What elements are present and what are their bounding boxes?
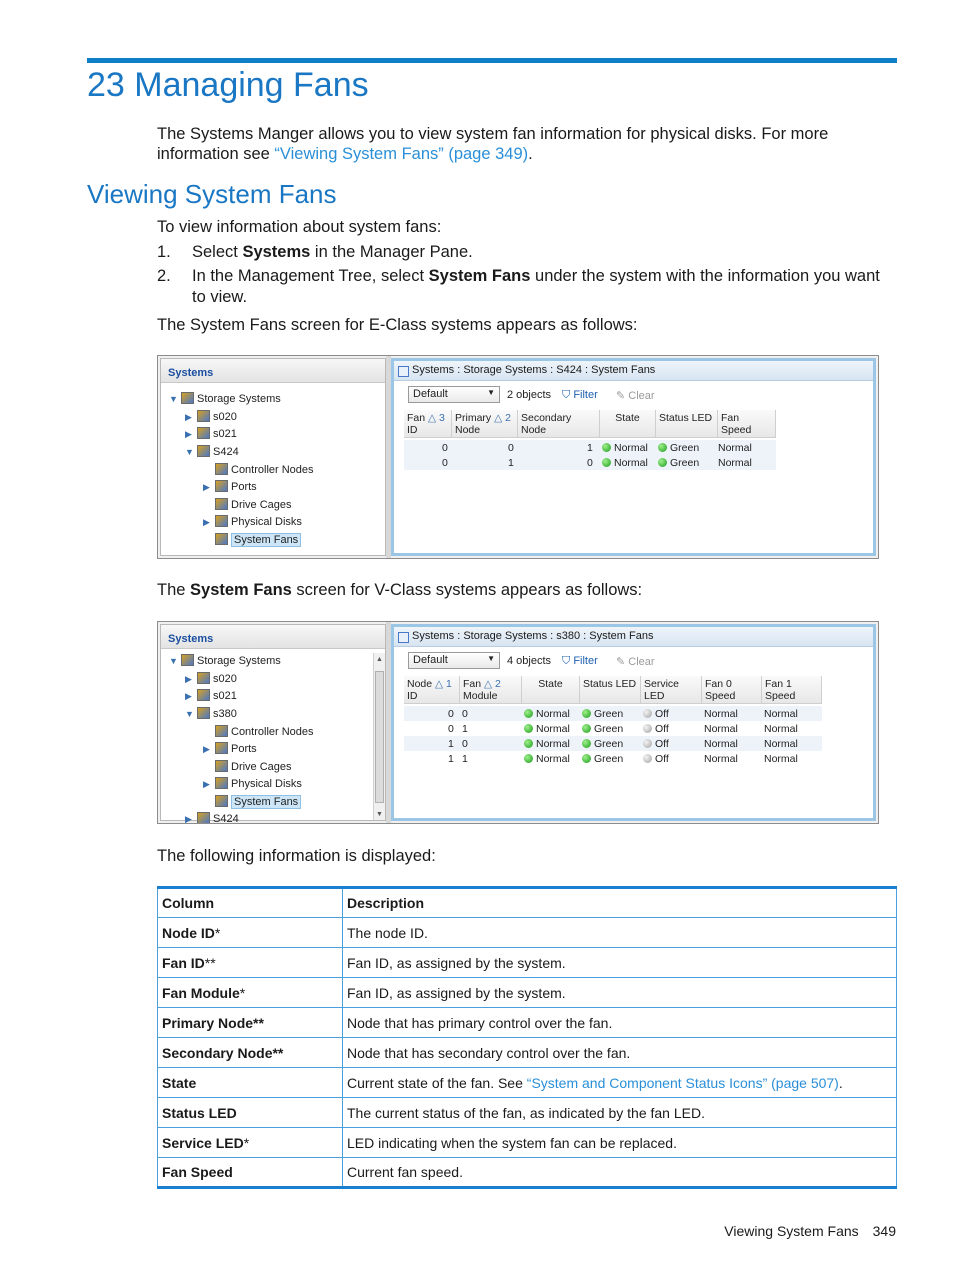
footer-section: Viewing System Fans bbox=[724, 1223, 859, 1239]
column-description: The node ID. bbox=[343, 918, 897, 948]
status-dot-icon bbox=[524, 739, 533, 748]
cell-secondary-node: 1 bbox=[587, 442, 593, 454]
tree-item[interactable]: Controller Nodes bbox=[215, 462, 314, 478]
chapter-title: 23 Managing Fans bbox=[87, 66, 369, 104]
status-dot-icon bbox=[658, 443, 667, 452]
chevron-down-icon: ▼ bbox=[487, 654, 495, 663]
collapsed-arrow-icon[interactable]: ▶ bbox=[203, 779, 210, 789]
column-description: LED indicating when the system fan can be replaced. bbox=[343, 1128, 897, 1158]
status-dot-icon bbox=[643, 754, 652, 763]
status-dot-icon bbox=[524, 724, 533, 733]
clear-button[interactable]: ✎ Clear bbox=[616, 656, 655, 668]
folder-icon bbox=[181, 392, 194, 404]
cell-fan0-speed: Normal bbox=[704, 753, 738, 765]
expanded-arrow-icon[interactable]: ▼ bbox=[169, 656, 178, 666]
status-dot-icon bbox=[582, 739, 591, 748]
status-dot-icon bbox=[643, 739, 652, 748]
drive-cages-icon bbox=[215, 760, 228, 772]
column-name: Fan Module* bbox=[158, 978, 343, 1008]
view-dropdown[interactable]: Default ▼ bbox=[408, 386, 500, 403]
tree-item[interactable]: Drive Cages bbox=[215, 497, 292, 513]
status-dot-icon bbox=[643, 709, 652, 718]
table-row bbox=[158, 948, 897, 978]
vclass-screenshot bbox=[157, 621, 879, 824]
column-header[interactable]: Fan Speed bbox=[718, 410, 776, 438]
column-header[interactable]: Fan △ 3 ID bbox=[404, 410, 452, 438]
status-icons-link[interactable]: “System and Component Status Icons” (page 507) bbox=[526, 1074, 839, 1091]
table-row bbox=[158, 1128, 897, 1158]
tree-item[interactable]: Controller Nodes bbox=[215, 724, 314, 740]
tree-item-selected[interactable]: System Fans bbox=[215, 532, 301, 548]
cell-primary-node: 0 bbox=[508, 442, 514, 454]
intro-text-after: . bbox=[528, 145, 533, 163]
filter-icon: ⛉ bbox=[562, 655, 574, 667]
cell-service-led: Off bbox=[643, 737, 669, 751]
cell-fan-module: 0 bbox=[462, 708, 468, 720]
status-dot-icon bbox=[658, 458, 667, 467]
column-description: Fan ID, as assigned by the system. bbox=[343, 948, 897, 978]
ports-icon bbox=[215, 742, 228, 754]
cell-status-led: Green bbox=[582, 737, 623, 751]
scroll-up-icon[interactable]: ▲ bbox=[376, 656, 383, 663]
cell-fan0-speed: Normal bbox=[704, 708, 738, 720]
cell-service-led: Off bbox=[643, 707, 669, 721]
table-header-row bbox=[158, 888, 897, 918]
physical-disks-icon bbox=[215, 515, 228, 527]
tree-item[interactable]: ▼ s380 bbox=[185, 708, 237, 720]
cell-status-led: Green bbox=[582, 722, 623, 736]
column-header[interactable]: Status LED bbox=[656, 410, 718, 438]
systems-header[interactable]: Systems bbox=[161, 359, 385, 383]
chapter-rule bbox=[87, 58, 897, 63]
column-name: Node ID* bbox=[158, 918, 343, 948]
object-count: 4 objects bbox=[507, 655, 552, 667]
collapsed-arrow-icon[interactable]: ▶ bbox=[203, 744, 210, 754]
eclass-screenshot bbox=[157, 355, 879, 559]
cell-fan0-speed: Normal bbox=[704, 738, 738, 750]
collapsed-arrow-icon[interactable]: ▶ bbox=[203, 517, 210, 527]
column-name: Secondary Node** bbox=[158, 1038, 343, 1068]
collapsed-arrow-icon[interactable]: ▶ bbox=[185, 814, 192, 824]
column-description: Node that has secondary control over the fan. bbox=[343, 1038, 897, 1068]
clear-button[interactable]: ✎ Clear bbox=[616, 390, 655, 402]
column-header[interactable]: Service LED bbox=[641, 676, 702, 704]
systems-header[interactable]: Systems bbox=[161, 625, 385, 649]
intro-paragraph bbox=[157, 124, 877, 164]
clear-icon: ✎ bbox=[616, 390, 629, 402]
cell-state: Normal bbox=[524, 707, 570, 721]
table-row bbox=[158, 1158, 897, 1188]
tree-item[interactable]: ▼ Storage Systems bbox=[169, 655, 281, 667]
pane-title: Systems : Storage Systems : s380 : System Fans bbox=[394, 627, 873, 647]
tree-item[interactable]: ▼ Storage Systems bbox=[169, 393, 281, 405]
collapsed-arrow-icon[interactable]: ▶ bbox=[185, 674, 192, 684]
fan-icon bbox=[215, 795, 228, 807]
column-name: Status LED bbox=[158, 1098, 343, 1128]
object-count: 2 objects bbox=[507, 389, 552, 401]
tree-item[interactable]: ▶ Physical Disks bbox=[203, 516, 302, 528]
tree-item[interactable]: ▶ s020 bbox=[185, 411, 237, 423]
column-name: State bbox=[158, 1068, 343, 1098]
cell-status-led: Green bbox=[582, 752, 623, 766]
clear-icon: ✎ bbox=[616, 656, 629, 668]
physical-disks-icon bbox=[215, 777, 228, 789]
system-icon bbox=[197, 427, 210, 439]
cell-state: Normal bbox=[602, 441, 648, 455]
table-row bbox=[158, 1068, 897, 1098]
column-header[interactable]: Fan △ 2 Module bbox=[460, 676, 522, 704]
tree-item[interactable]: ▶ s021 bbox=[185, 428, 237, 440]
cell-fan-id: 0 bbox=[442, 442, 448, 454]
toolbar bbox=[394, 647, 873, 673]
system-icon bbox=[197, 707, 210, 719]
expanded-arrow-icon[interactable]: ▼ bbox=[185, 447, 194, 457]
expanded-arrow-icon[interactable]: ▼ bbox=[185, 709, 194, 719]
tree-item[interactable]: ▶ Ports bbox=[203, 743, 257, 755]
status-dot-icon bbox=[582, 724, 591, 733]
manager-pane bbox=[160, 624, 386, 824]
manager-pane bbox=[160, 358, 386, 556]
page-footer bbox=[724, 1223, 896, 1239]
cell-status-led: Green bbox=[658, 441, 699, 455]
cell-fan1-speed: Normal bbox=[764, 708, 798, 720]
collapsed-arrow-icon[interactable]: ▶ bbox=[185, 691, 192, 701]
cell-primary-node: 1 bbox=[508, 457, 514, 469]
toolbar bbox=[394, 381, 873, 407]
step-number: 2. bbox=[157, 267, 171, 285]
table-row bbox=[158, 1098, 897, 1128]
status-dot-icon bbox=[524, 754, 533, 763]
system-fans-pane bbox=[391, 624, 876, 821]
controller-nodes-icon bbox=[215, 463, 228, 475]
cell-secondary-node: 0 bbox=[587, 457, 593, 469]
cell-status-led: Green bbox=[658, 456, 699, 470]
tree-item[interactable]: Drive Cages bbox=[215, 759, 292, 775]
scroll-down-icon[interactable]: ▼ bbox=[376, 811, 383, 818]
column-name: Primary Node** bbox=[158, 1008, 343, 1038]
cell-node-id: 0 bbox=[448, 723, 454, 735]
cell-status-led: Green bbox=[582, 707, 623, 721]
expanded-arrow-icon[interactable]: ▼ bbox=[169, 394, 178, 404]
cell-fan1-speed: Normal bbox=[764, 723, 798, 735]
column-header[interactable]: Fan 1 Speed bbox=[762, 676, 822, 704]
column-name: Fan Speed bbox=[158, 1158, 343, 1188]
scroll-thumb[interactable] bbox=[375, 671, 384, 803]
folder-icon bbox=[181, 654, 194, 666]
eclass-text: The System Fans screen for E-Class systems appears as follows: bbox=[157, 316, 638, 334]
tree-item[interactable]: ▶ S424 bbox=[185, 811, 239, 824]
cell-fan-module: 1 bbox=[462, 723, 468, 735]
cell-fan-speed: Normal bbox=[718, 457, 752, 469]
status-dot-icon bbox=[643, 724, 652, 733]
step-text: In the Management Tree, select System Fans under the system with the information you want to view. bbox=[192, 267, 880, 306]
collapsed-arrow-icon[interactable]: ▶ bbox=[185, 412, 192, 422]
system-icon bbox=[197, 812, 210, 824]
cell-fan0-speed: Normal bbox=[704, 723, 738, 735]
to-view-text: To view information about system fans: bbox=[157, 218, 442, 236]
tree-item[interactable]: ▶ Ports bbox=[203, 481, 257, 493]
fan-icon bbox=[215, 533, 228, 545]
cell-fan-id: 0 bbox=[442, 457, 448, 469]
cell-service-led: Off bbox=[643, 722, 669, 736]
intro-text: The Systems Manger allows you to view system fan information for physical disks. For more information see bbox=[157, 125, 829, 163]
cell-state: Normal bbox=[524, 722, 570, 736]
tree-item[interactable]: ▶ s021 bbox=[185, 690, 237, 702]
cell-state: Normal bbox=[524, 752, 570, 766]
tree-item[interactable]: ▼ S424 bbox=[185, 446, 239, 458]
cell-fan1-speed: Normal bbox=[764, 753, 798, 765]
cell-service-led: Off bbox=[643, 752, 669, 766]
chevron-down-icon: ▼ bbox=[487, 388, 495, 397]
column-header[interactable]: State bbox=[600, 410, 656, 438]
tree-scrollbar[interactable] bbox=[373, 653, 385, 820]
cell-state: Normal bbox=[602, 456, 648, 470]
cell-node-id: 0 bbox=[448, 708, 454, 720]
pane-title: Systems : Storage Systems : S424 : System Fans bbox=[394, 361, 873, 381]
vclass-text: The System Fans screen for V-Class systems appears as follows: bbox=[157, 581, 643, 599]
filter-button[interactable]: ⛉ Filter bbox=[562, 389, 598, 401]
column-description: Current state of the fan. See “System and Component Status Icons” (page 507). bbox=[343, 1068, 897, 1098]
status-dot-icon bbox=[602, 458, 611, 467]
column-description: The current status of the fan, as indicated by the fan LED. bbox=[343, 1098, 897, 1128]
column-header[interactable]: Fan 0 Speed bbox=[702, 676, 762, 704]
tree-item[interactable]: ▶ s020 bbox=[185, 673, 237, 685]
system-icon bbox=[197, 672, 210, 684]
column-description: Node that has primary control over the fan. bbox=[343, 1008, 897, 1038]
table-row bbox=[158, 918, 897, 948]
table-row bbox=[158, 1038, 897, 1068]
following-text: The following information is displayed: bbox=[157, 847, 436, 865]
column-header: Description bbox=[343, 888, 897, 918]
page-number: 349 bbox=[872, 1223, 896, 1239]
column-header[interactable]: State bbox=[522, 676, 580, 704]
intro-link[interactable]: “Viewing System Fans” (page 349) bbox=[274, 145, 529, 163]
column-description: Current fan speed. bbox=[343, 1158, 897, 1188]
table-row bbox=[158, 1008, 897, 1038]
tree-item-selected[interactable]: System Fans bbox=[215, 794, 301, 810]
step-number: 1. bbox=[157, 243, 171, 261]
filter-icon: ⛉ bbox=[562, 389, 574, 401]
cell-fan-module: 1 bbox=[462, 753, 468, 765]
filter-button[interactable]: ⛉ Filter bbox=[562, 655, 598, 667]
section-title: Viewing System Fans bbox=[87, 179, 337, 209]
info-table bbox=[157, 886, 897, 1189]
cell-fan-speed: Normal bbox=[718, 442, 752, 454]
cell-node-id: 1 bbox=[448, 753, 454, 765]
column-header: Column bbox=[158, 888, 343, 918]
system-icon bbox=[197, 410, 210, 422]
system-fans-pane bbox=[391, 358, 876, 556]
status-dot-icon bbox=[582, 754, 591, 763]
collapsed-arrow-icon[interactable]: ▶ bbox=[185, 429, 192, 439]
cell-state: Normal bbox=[524, 737, 570, 751]
column-name: Fan ID** bbox=[158, 948, 343, 978]
column-header[interactable]: Node △ 1 ID bbox=[404, 676, 460, 704]
status-dot-icon bbox=[582, 709, 591, 718]
view-dropdown[interactable]: Default ▼ bbox=[408, 652, 500, 669]
cell-fan-module: 0 bbox=[462, 738, 468, 750]
controller-nodes-icon bbox=[215, 725, 228, 737]
system-icon bbox=[197, 445, 210, 457]
cell-node-id: 1 bbox=[448, 738, 454, 750]
tree-item[interactable]: ▶ Physical Disks bbox=[203, 778, 302, 790]
column-name: Service LED* bbox=[158, 1128, 343, 1158]
system-icon bbox=[197, 689, 210, 701]
step-text: Select Systems in the Manager Pane. bbox=[192, 243, 473, 261]
column-description: Fan ID, as assigned by the system. bbox=[343, 978, 897, 1008]
status-dot-icon bbox=[524, 709, 533, 718]
drive-cages-icon bbox=[215, 498, 228, 510]
cell-fan1-speed: Normal bbox=[764, 738, 798, 750]
table-row bbox=[158, 978, 897, 1008]
column-header[interactable]: Status LED bbox=[580, 676, 641, 704]
status-dot-icon bbox=[602, 443, 611, 452]
collapsed-arrow-icon[interactable]: ▶ bbox=[203, 482, 210, 492]
ports-icon bbox=[215, 480, 228, 492]
column-header[interactable]: Secondary Node bbox=[518, 410, 600, 438]
column-header[interactable]: Primary △ 2 Node bbox=[452, 410, 518, 438]
